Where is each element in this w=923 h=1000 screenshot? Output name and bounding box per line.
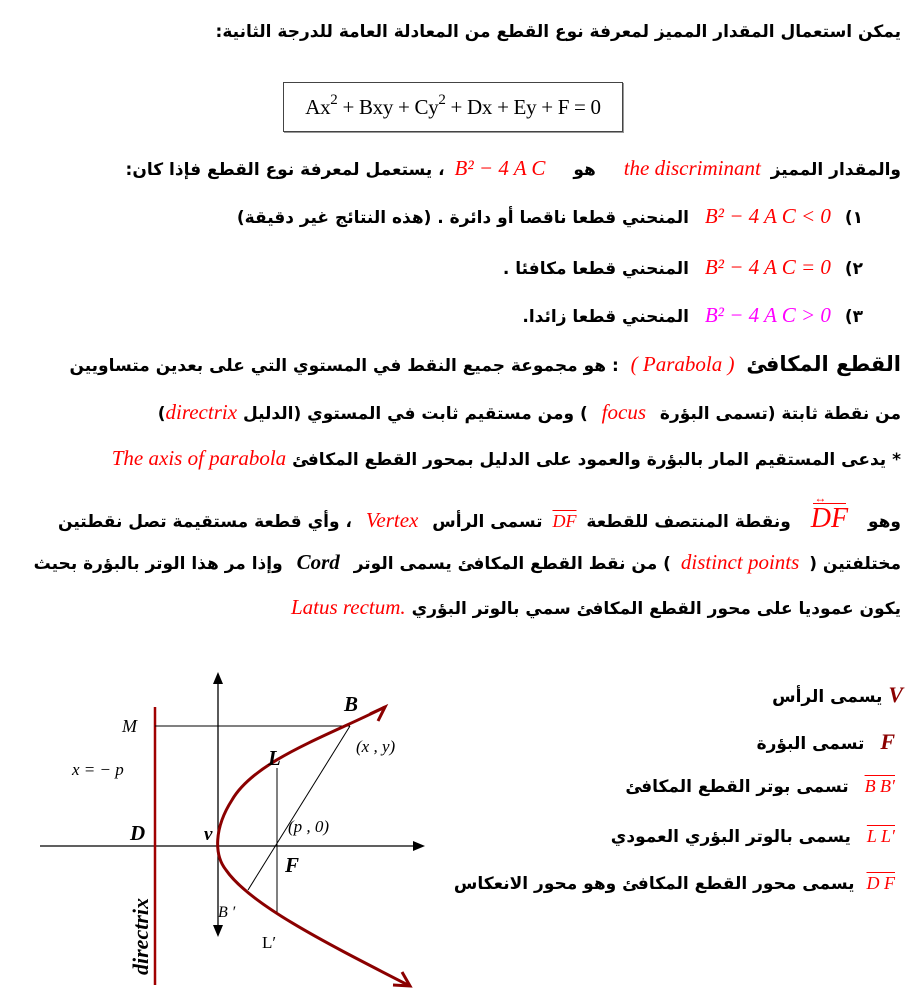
definition-text: مختلفتين (: [809, 554, 901, 574]
legend-chord: [625, 777, 895, 796]
case-expr: B² − 4 A C < 0: [704, 204, 831, 228]
eq-exp: 2: [438, 91, 446, 108]
legend-text: تسمى بوتر القطع المكافئ: [625, 777, 849, 797]
definition-line-1: [69, 354, 901, 375]
general-equation-box: [283, 82, 623, 132]
definition-line-3: [112, 448, 901, 469]
legend-text: يسمى بالوتر البؤري العمودي: [610, 827, 851, 847]
definition-text: وهو: [867, 512, 901, 532]
discriminant-suffix: ، يستعمل لمعرفة نوع القطع فإذا كان:: [125, 160, 445, 180]
legend-symbol: F: [880, 729, 895, 754]
y-axis-up-arrow-icon: [213, 672, 223, 684]
definition-text: تسمى الرأس: [432, 512, 543, 532]
vertex-term: Vertex: [365, 508, 419, 532]
definition-line-6: [291, 597, 901, 618]
eq-term-ax: Ax: [305, 94, 331, 119]
case-text: المنحني قطعا مكافئا .: [502, 259, 689, 279]
legend-text: يسمى الرأس: [772, 687, 883, 707]
definition-text: ونقطة المنتصف للقطعة: [586, 512, 791, 532]
case-text: المنحني قطعا ناقصا أو دائرة . (هذه النتائج غير دقيقة): [236, 208, 689, 228]
definition-line-4: [58, 505, 901, 533]
word-is: هو: [573, 160, 596, 180]
label-L-prime: L′: [262, 933, 277, 952]
label-directrix-equation: x = − p: [72, 760, 124, 779]
case-number: ٣): [844, 307, 863, 327]
y-axis-down-arrow-icon: [213, 925, 223, 937]
definition-text: وإذا مر هذا الوتر بالبؤرة بحيث: [33, 554, 283, 574]
legend-symbol: D F: [866, 873, 895, 893]
label-L: L: [268, 746, 281, 770]
legend-symbol: B B′: [864, 776, 895, 796]
curve-top-arrow-icon: [370, 707, 385, 721]
definition-text: من نقطة ثابتة (تسمى البؤرة: [659, 404, 901, 424]
axis-term: The axis of parabola: [111, 446, 287, 470]
discriminant-english: the discriminant: [623, 156, 761, 180]
segment-df-symbol: $\overline{DF}$: [552, 511, 577, 531]
label-p0: (p , 0): [288, 817, 330, 836]
definition-text: يكون عموديا على محور القطع المكافئ سمي بالوتر البؤري: [411, 599, 901, 619]
case-number: ١): [844, 208, 863, 228]
definition-text: ) ومن مستقيم ثابت في المستوي (الدليل: [242, 404, 588, 424]
legend-axis: [454, 874, 895, 893]
legend-focus: [757, 731, 895, 753]
eq-term-bxy-cy: + Bxy + Cy: [337, 94, 439, 119]
case-1: [237, 206, 863, 227]
definition-text: : هو مجموعة جميع النقط في المستوي التي على بعدين متساويين: [69, 356, 619, 376]
discriminant-line: [126, 158, 901, 179]
label-v: v: [204, 824, 213, 845]
case-3: [522, 305, 863, 326]
x-axis-arrow-icon: [413, 841, 425, 851]
legend-text: يسمى محور القطع المكافئ وهو محور الانعكاس: [453, 874, 855, 894]
definition-text: ) من نقط القطع المكافئ يسمى الوتر: [353, 554, 671, 574]
eq-rest: + Dx + Ey + F = 0: [445, 94, 601, 119]
label-D: D: [130, 821, 146, 845]
definition-text: ، وأي قطعة مستقيمة تصل نقطتين: [58, 512, 352, 532]
label-B: B: [344, 692, 359, 716]
parabola-diagram: [0, 660, 440, 1000]
label-F: F: [285, 853, 300, 877]
case-number: ٢): [844, 259, 863, 279]
label-xy: (x , y): [356, 737, 396, 756]
focus-term: focus: [601, 400, 646, 424]
cord-term: Cord: [296, 550, 340, 574]
latus-rectum-term: Latus rectum.: [290, 595, 406, 619]
equation: [305, 91, 601, 120]
legend-symbol: V: [888, 682, 903, 707]
legend-vertex: [772, 684, 903, 706]
label-M: M: [122, 716, 137, 736]
definition-line-2: [158, 402, 901, 423]
label-B-prime: B ′: [218, 904, 236, 921]
case-text: المنحني قطعا زائدا.: [522, 307, 689, 327]
discriminant-prefix: والمقدار المميز: [770, 160, 901, 180]
case-expr: B² − 4 A C > 0: [704, 303, 831, 327]
parabola-title-en: ( Parabola ): [630, 352, 735, 376]
eq-exp: 2: [330, 91, 338, 108]
definition-line-5: [34, 552, 901, 573]
case-2: [503, 257, 863, 278]
definition-text: ): [157, 404, 166, 424]
label-directrix: directrix: [128, 898, 153, 975]
legend-latus-rectum: [611, 827, 895, 846]
distinct-points-term: distinct points: [680, 550, 800, 574]
legend-text: تسمى البؤرة: [756, 734, 865, 754]
case-expr: B² − 4 A C = 0: [704, 255, 831, 279]
parabola-title: القطع المكافئ: [746, 352, 901, 376]
definition-text: * يدعى المستقيم المار بالبؤرة والعمود على الدليل بمحور القطع المكافئ: [292, 450, 901, 470]
discriminant-expr: B² − 4 A C: [454, 156, 546, 180]
intro-line: يمكن استعمال المقدار المميز لمعرفة نوع القطع من المعادلة العامة للدرجة الثانية:: [215, 22, 901, 42]
legend-symbol: L L′: [866, 826, 895, 846]
directrix-term: directrix: [165, 400, 238, 424]
line-df-symbol: DF ↔: [811, 505, 848, 533]
